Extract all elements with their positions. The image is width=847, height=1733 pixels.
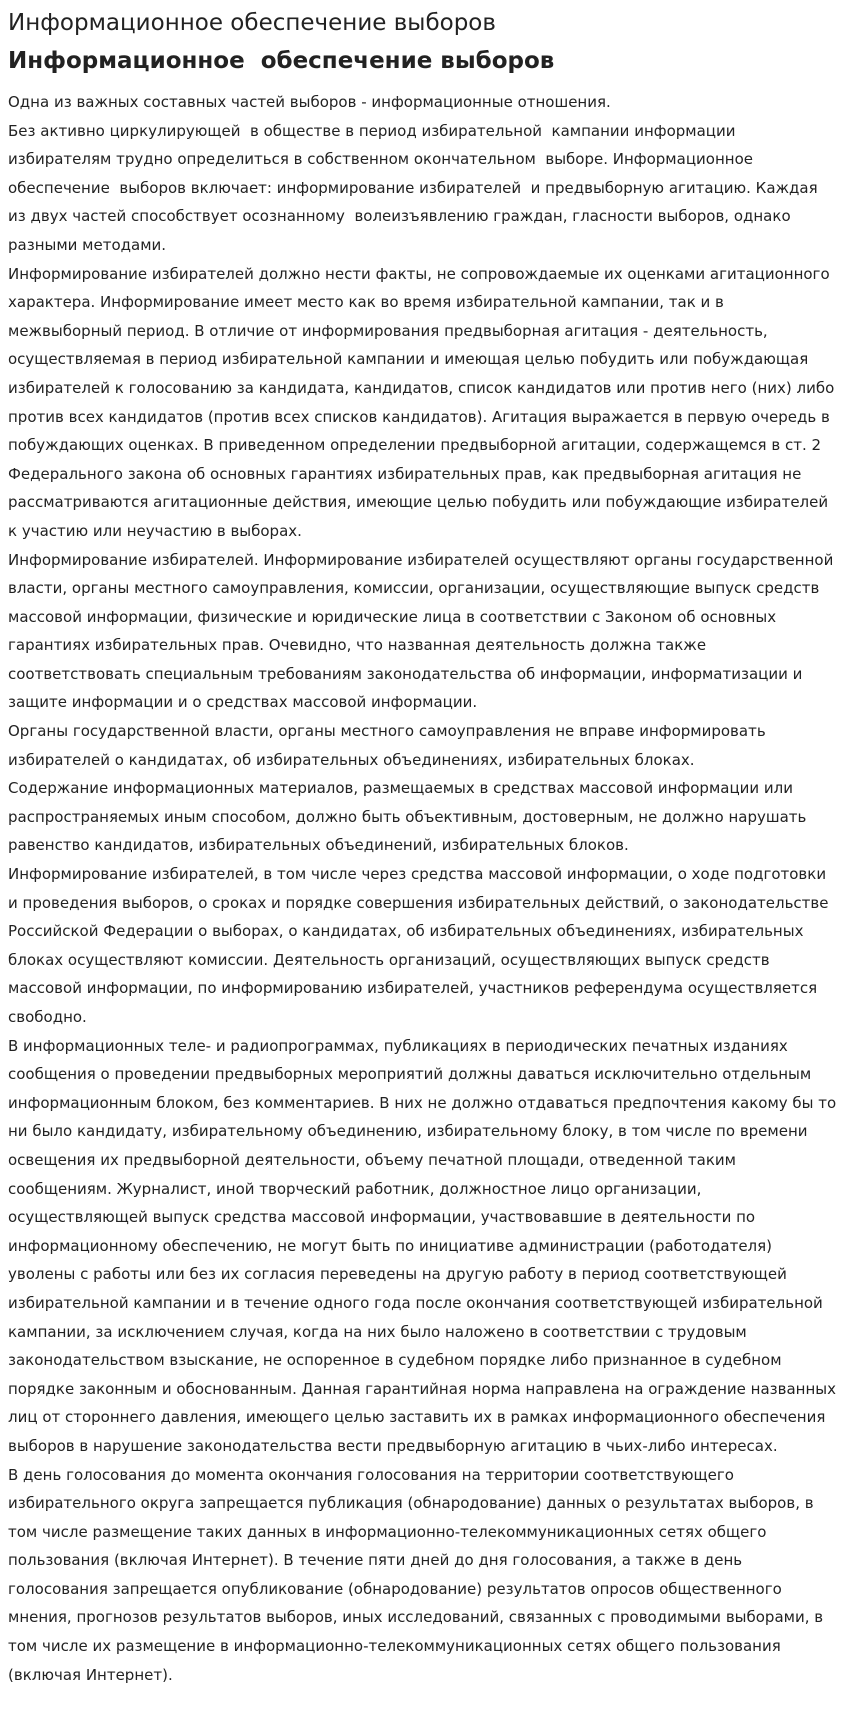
article-paragraph: Одна из важных составных частей выборов - информационные отношения.	[8, 93, 611, 111]
article-paragraph: Информирование избирателей, в том числе через средства массовой информации, о ходе подготовки и проведения выборов, о сроках и порядке совершения избирательных действий, о законодательстве Российской Федерации о выборах, о кандидатах, об избирательных объединениях, избирательных блоках осуществляют комиссии. Деятельность организаций, осуществляющих выпуск средств массовой информации, по информированию избирателей, участников референдума осуществляется свободно.	[8, 865, 834, 1026]
page-title: Информационное обеспечение выборов	[8, 10, 496, 36]
article-paragraph: В информационных теле- и радиопрограммах, публикациях в периодических печатных изданиях сообщения о проведении предвыборных мероприятий должны даваться исключительно отдельным информационным блоком, без комментариев. В них не должно отдаваться предпочтения какому бы то ни было кандидату, избирательному объединению, избирательному блоку, в том числе по времени освещения их предвыборной деятельности, объему печатной площади, отведенной таким сообщениям. Журналист, иной творческий работник, должностное лицо организации, осуществляющей выпуск средства массовой информации, участвовавшие в деятельности по информационному обеспечению, не могут быть по инициативе администрации (работодателя) уволены с работы или без их согласия переведены на другую работу в период соответствующей избирательной кампании и в течение одного года после окончания соответствующей избирательной кампании, за исключением случая, когда на них было наложено в соответствии с трудовым законодательством взыскание, не оспоренное в судебном порядке либо признанное в судебном порядке законным и обоснованным. Данная гарантийная норма направлена на ограждение названных лиц от стороннего давления, имеющего целью заставить их в рамках информационного обеспечения выборов в нарушение законодательства вести предвыборную агитацию в чьих-либо интересах.	[8, 1036, 841, 1455]
article-paragraph: Органы государственной власти, органы местного самоуправления не вправе информировать избирателей о кандидатах, об избирательных объединениях, избирательных блоках.	[8, 722, 771, 769]
article-paragraph: Информирование избирателей должно нести факты, не сопровождаемые их оценками агитационного характера. Информирование имеет место как во время избирательной кампании, так и в межвыборный период. В отличие от информирования предвыборная агитация - деятельность, осуществляемая в период избирательной кампании и имеющая целью побудить или побуждающая избирателей к голосованию за кандидата, кандидатов, список кандидатов или против него (них) либо против всех кандидатов (против всех списков кандидатов). Агитация выражается в первую очередь в побуждающих оценках. В приведенном определении предвыборной агитации, содержащемся в ст. 2 Федерального закона об основных гарантиях избирательных прав, как предвыборная агитация не рассматриваются агитационные действия, имеющие целью побудить или побуждающие избирателей к участию или неучастию в выборах.	[8, 264, 840, 540]
article-body	[8, 88, 839, 1689]
article-paragraph: Без активно циркулирующей в обществе в период избирательной кампании информации избирателям трудно определиться в собственном окончательном выборе. Информационное обеспечение выборов включает: информирование избирателей и предвыборную агитацию. Каждая из двух частей способствует осознанному волеизъявлению граждан, гласности выборов, однако разными методами.	[8, 121, 823, 254]
article-paragraph: Информирование избирателей. Информирование избирателей осуществляют органы государственной власти, органы местного самоуправления, комиссии, организации, осуществляющие выпуск средств массовой информации, физические и юридические лица в соответствии с Законом об основных гарантиях избирательных прав. Очевидно, что названная деятельность должна также соответствовать специальным требованиям законодательства об информации, информатизации и защите информации и о средствах массовой информации.	[8, 550, 839, 712]
article-paragraph: Содержание информационных материалов, размещаемых в средствах массовой информации или распространяемых иным способом, должно быть объективным, достоверным, не должно нарушать равенство кандидатов, избирательных объединений, избирательных блоков.	[8, 779, 812, 855]
article-paragraph: В день голосования до момента окончания голосования на территории соответствующего избирательного округа запрещается публикация (обнародование) данных о результатах выборов, в том числе размещение таких данных в информационно-телекоммуникационных сетях общего пользования (включая Интернет). В течение пяти дней до дня голосования, а также в день голосования запрещается опубликование (обнародование) результатов опросов общественного мнения, прогнозов результатов выборов, иных исследований, связанных с проводимыми выборами, в том числе их размещение в информационно-телекоммуникационных сетях общего пользования (включая Интернет).	[8, 1465, 828, 1684]
article-heading: Информационное обеспечение выборов	[8, 48, 555, 74]
